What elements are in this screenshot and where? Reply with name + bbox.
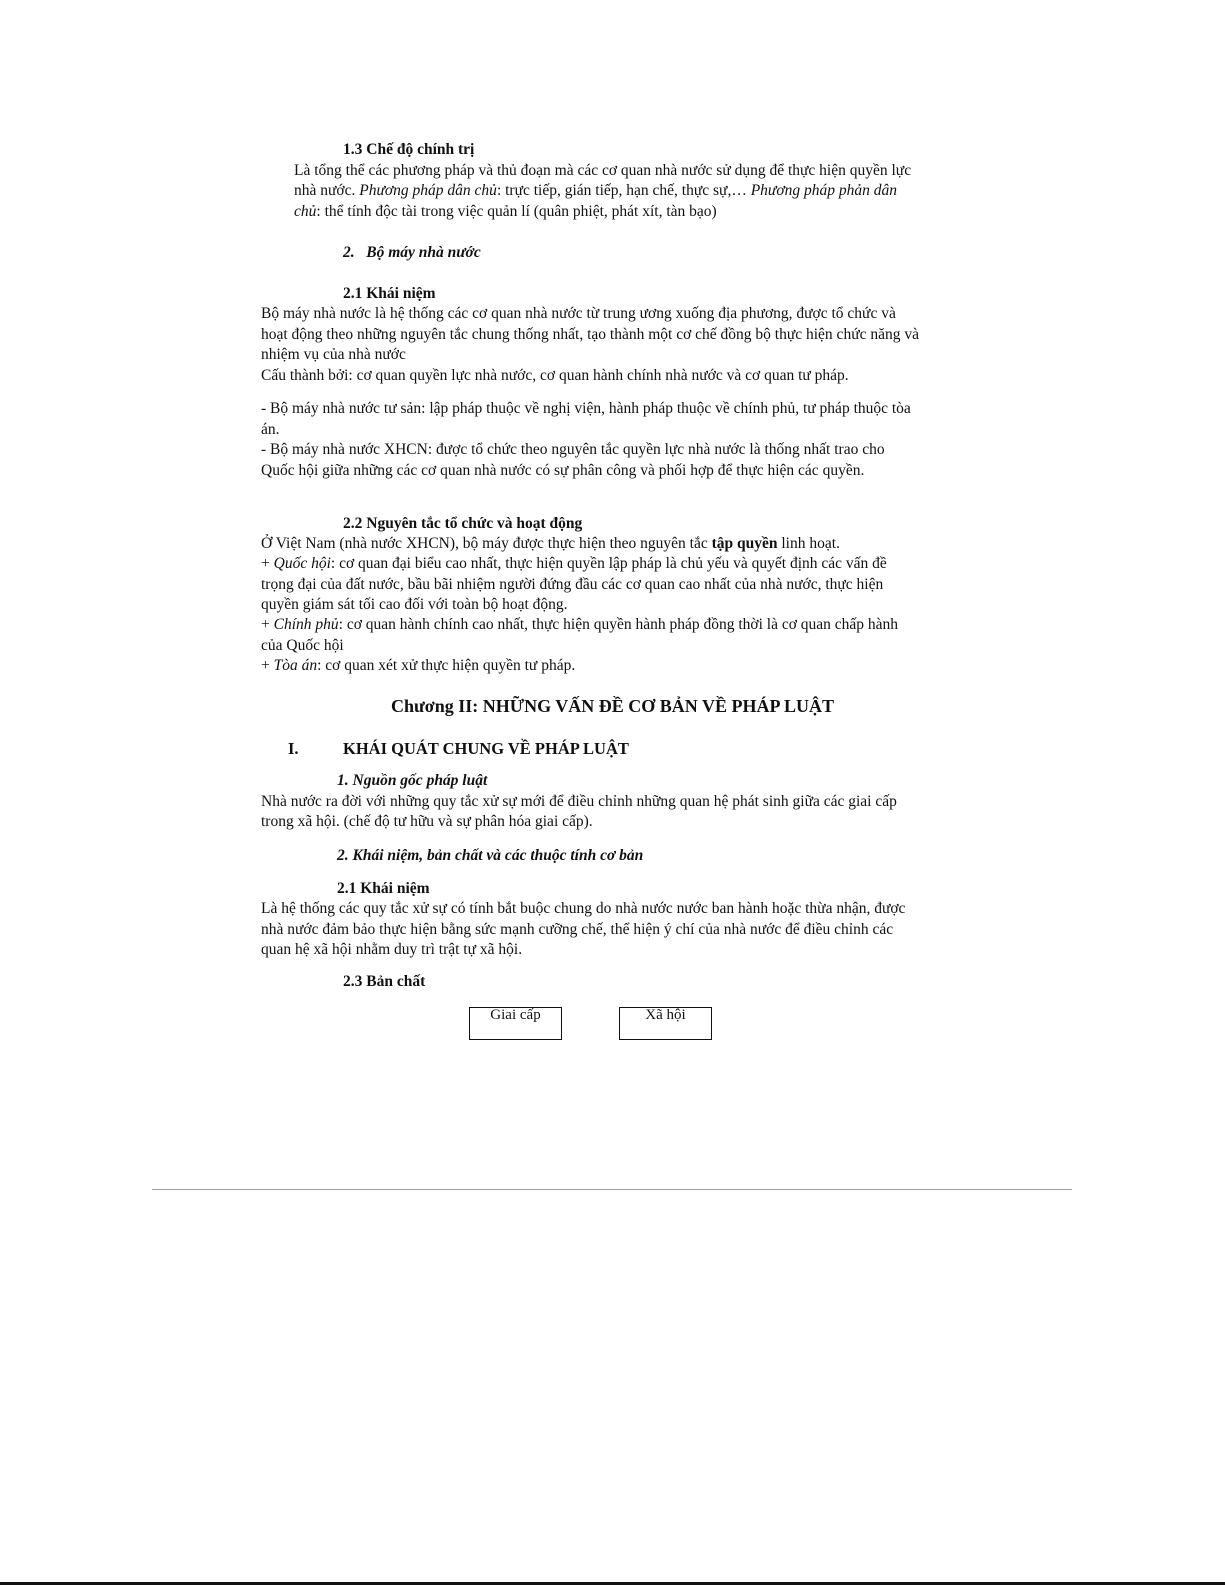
paragraph-line: Cấu thành bởi: cơ quan quyền lực nhà nước, cơ quan hành chính nhà nước và cơ quan tư pháp.: [261, 367, 849, 384]
box-giai-cap: Giai cấp: [469, 1007, 562, 1040]
paragraph-line: trọng đại của đất nước, bầu bãi nhiệm người đứng đầu các cơ quan cao nhất của nhà nước, thực hiện: [261, 576, 884, 593]
paragraph-line: quyền giám sát tối cao đối với toàn bộ hoạt động.: [261, 596, 568, 613]
heading-2-law: 2. Khái niệm, bản chất và các thuộc tính cơ bản: [337, 847, 644, 864]
text: +: [261, 555, 274, 572]
paragraph-line: của Quốc hội: [261, 637, 344, 654]
text-italic: Chính phủ: [273, 616, 339, 633]
paragraph-line: - Bộ máy nhà nước XHCN: được tổ chức theo nguyên tắc quyền lực nhà nước là thống nhất trao cho: [261, 441, 885, 458]
text: linh hoạt.: [777, 535, 840, 552]
heading-1-3: 1.3 Chế độ chính trị: [343, 141, 475, 158]
text-italic: chủ: [294, 203, 317, 220]
text: : cơ quan hành chính cao nhất, thực hiện quyền hành pháp đồng thời là cơ quan chấp hành: [338, 616, 899, 633]
text: : cơ quan xét xử thực hiện quyền tư pháp.: [317, 657, 576, 674]
heading-number: 2.: [343, 244, 355, 261]
text: Ở Việt Nam (nhà nước XHCN), bộ máy được thực hiện theo nguyên tắc: [261, 535, 712, 552]
paragraph-line: [261, 554, 887, 574]
text-italic: Phương pháp phản dân: [750, 182, 898, 199]
text: +: [261, 657, 274, 674]
heading-text: Bộ máy nhà nước: [366, 244, 481, 261]
text-italic: Phương pháp dân chủ: [359, 182, 497, 199]
paragraph-line: hoạt động theo những nguyên tắc chung thống nhất, tạo thành một cơ chế đồng bộ thực hiện chức năng và: [261, 326, 919, 343]
chapter-title: Chương II: NHỮNG VẤN ĐỀ CƠ BẢN VỀ PHÁP LUẬT: [391, 696, 834, 716]
part-title: KHÁI QUÁT CHUNG VỀ PHÁP LUẬT: [343, 739, 629, 758]
paragraph-line: trong xã hội. (chế độ tư hữu và sự phân hóa giai cấp).: [261, 813, 593, 830]
paragraph-line: Bộ máy nhà nước là hệ thống các cơ quan nhà nước từ trung ương xuống địa phương, được tổ chức và: [261, 305, 896, 322]
text: : thể tính độc tài trong việc quản lí (quân phiệt, phát xít, tàn bạo): [316, 203, 717, 220]
text: nhà nước.: [294, 182, 360, 199]
paragraph-line: [261, 615, 898, 635]
heading-2-1-law: 2.1 Khái niệm: [337, 880, 430, 897]
text-bold: tập quyền: [711, 535, 778, 552]
paragraph-line: án.: [261, 421, 280, 438]
paragraph-line: [261, 534, 840, 554]
page-divider: [152, 1189, 1072, 1190]
paragraph-line: [294, 202, 717, 222]
text: : cơ quan đại biểu cao nhất, thực hiện quyền lập pháp là chủ yếu và quyết định các vấn đề: [330, 555, 887, 572]
part-number: I.: [288, 739, 299, 758]
text: +: [261, 616, 274, 633]
paragraph-line: quan hệ xã hội nhằm duy trì trật tự xã hội.: [261, 941, 523, 958]
paragraph-line: Là tổng thể các phương pháp và thủ đoạn mà các cơ quan nhà nước sử dụng để thực hiện quyền lực: [294, 162, 912, 179]
paragraph-line: Quốc hội giữa những các cơ quan nhà nước có sự phân công và phối hợp để thực hiện các quyền.: [261, 462, 865, 479]
heading-1: 1. Nguồn gốc pháp luật: [337, 772, 488, 789]
text: : trực tiếp, gián tiếp, hạn chế, thực sự,…: [496, 182, 751, 199]
paragraph-line: nhà nước đảm bảo thực hiện bằng sức mạnh cưỡng chế, thể hiện ý chí của nhà nước để điều chỉnh các: [261, 921, 894, 938]
box-xa-hoi: Xã hội: [619, 1007, 712, 1040]
heading-2-2: 2.2 Nguyên tắc tổ chức và hoạt động: [343, 515, 583, 532]
paragraph-line: - Bộ máy nhà nước tư sản: lập pháp thuộc về nghị viện, hành pháp thuộc về chính phủ, tư pháp thuộc tòa: [261, 400, 911, 417]
text-italic: Quốc hội: [273, 555, 331, 572]
paragraph-line: nhiệm vụ của nhà nước: [261, 346, 406, 363]
paragraph-line: [261, 656, 575, 676]
paragraph-line: [294, 181, 897, 201]
heading-2: [343, 243, 481, 263]
text-italic: Tòa án: [273, 657, 318, 674]
paragraph-line: Là hệ thống các quy tắc xử sự có tính bắt buộc chung do nhà nước nước ban hành hoặc thừa nhận, được: [261, 900, 906, 917]
paragraph-line: Nhà nước ra đời với những quy tắc xử sự mới để điều chỉnh những quan hệ phát sinh giữa các giai cấp: [261, 793, 897, 810]
heading-2-3: 2.3 Bản chất: [343, 973, 426, 990]
heading-2-1: 2.1 Khái niệm: [343, 285, 436, 302]
